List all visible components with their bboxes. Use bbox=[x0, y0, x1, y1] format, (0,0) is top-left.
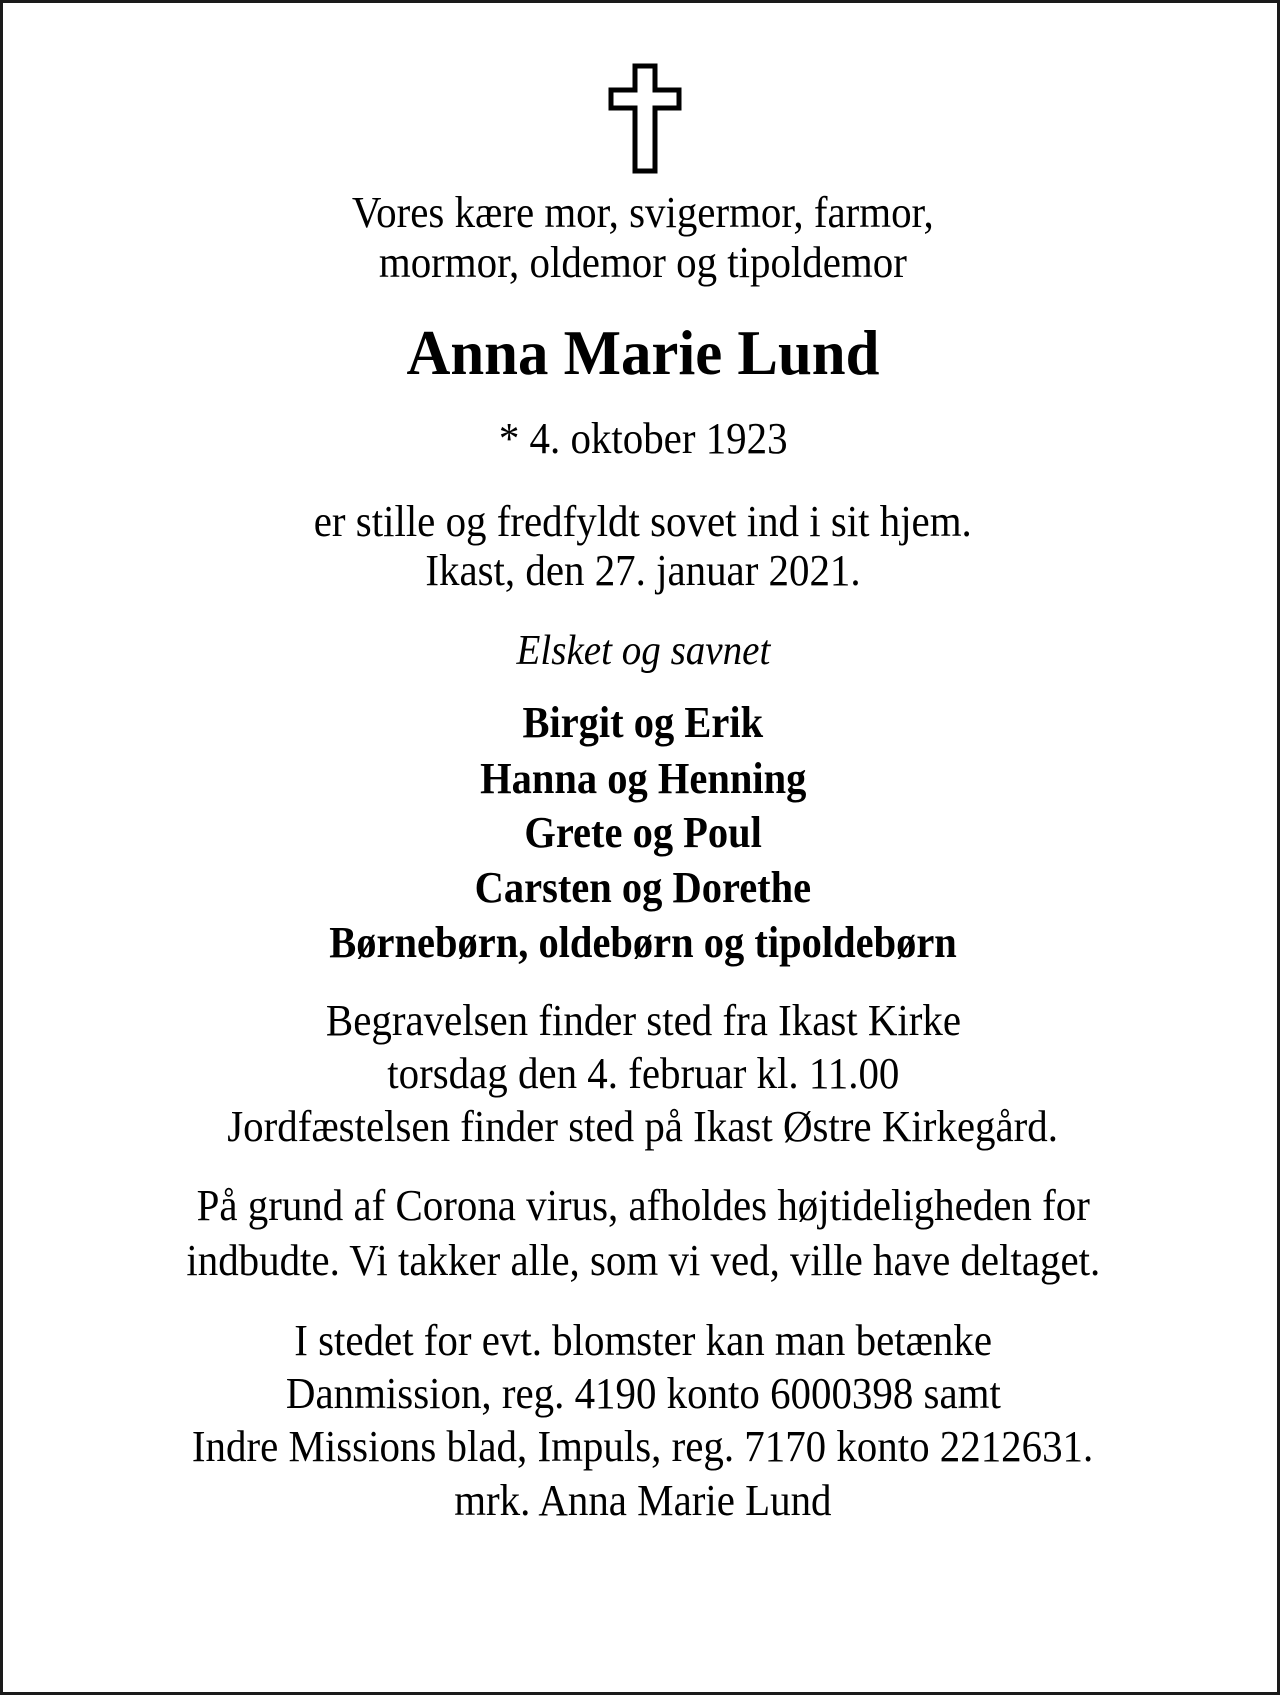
funeral-line-3: Jordfæstelsen finder sted på Ikast Østre Kirkegård. bbox=[227, 1102, 1059, 1151]
funeral-line-2: torsdag den 4. februar kl. 11.00 bbox=[386, 1049, 900, 1098]
donation-line-4: mrk. Anna Marie Lund bbox=[454, 1476, 832, 1525]
mourner-line: Birgit og Erik bbox=[522, 698, 764, 747]
mourner-line: Carsten og Dorethe bbox=[474, 863, 812, 912]
deceased-name: Anna Marie Lund bbox=[406, 317, 880, 388]
mourner-line: Børnebørn, oldebørn og tipoldebørn bbox=[329, 918, 957, 967]
death-line-1: er stille og fredfyldt sovet ind i sit hjem. bbox=[313, 497, 973, 546]
birth-date: * 4. oktober 1923 bbox=[498, 414, 788, 463]
mourner-line: Hanna og Henning bbox=[479, 754, 807, 803]
death-line-2: Ikast, den 27. januar 2021. bbox=[425, 546, 861, 595]
donation-line-3: Indre Missions blad, Impuls, reg. 7170 konto 2212631. bbox=[192, 1422, 1094, 1471]
donation-line-2: Danmission, reg. 4190 konto 6000398 samt bbox=[285, 1369, 1001, 1418]
donation-line-1: I stedet for evt. blomster kan man betænke bbox=[294, 1316, 992, 1365]
notice-line-1: På grund af Corona virus, afholdes højtideligheden for bbox=[196, 1181, 1090, 1230]
notice-line-2: indbudte. Vi takker alle, som vi ved, ville have deltaget. bbox=[186, 1236, 1100, 1285]
mourner-line: Grete og Poul bbox=[524, 808, 762, 857]
intro-line-1: Vores kære mor, svigermor, farmor, bbox=[352, 188, 934, 237]
funeral-line-1: Begravelsen finder sted fra Ikast Kirke bbox=[325, 996, 961, 1045]
farewell-text: Elsket og savnet bbox=[516, 628, 770, 674]
intro-line-2: mormor, oldemor og tipoldemor bbox=[379, 238, 907, 287]
latin-cross-icon bbox=[607, 63, 683, 175]
